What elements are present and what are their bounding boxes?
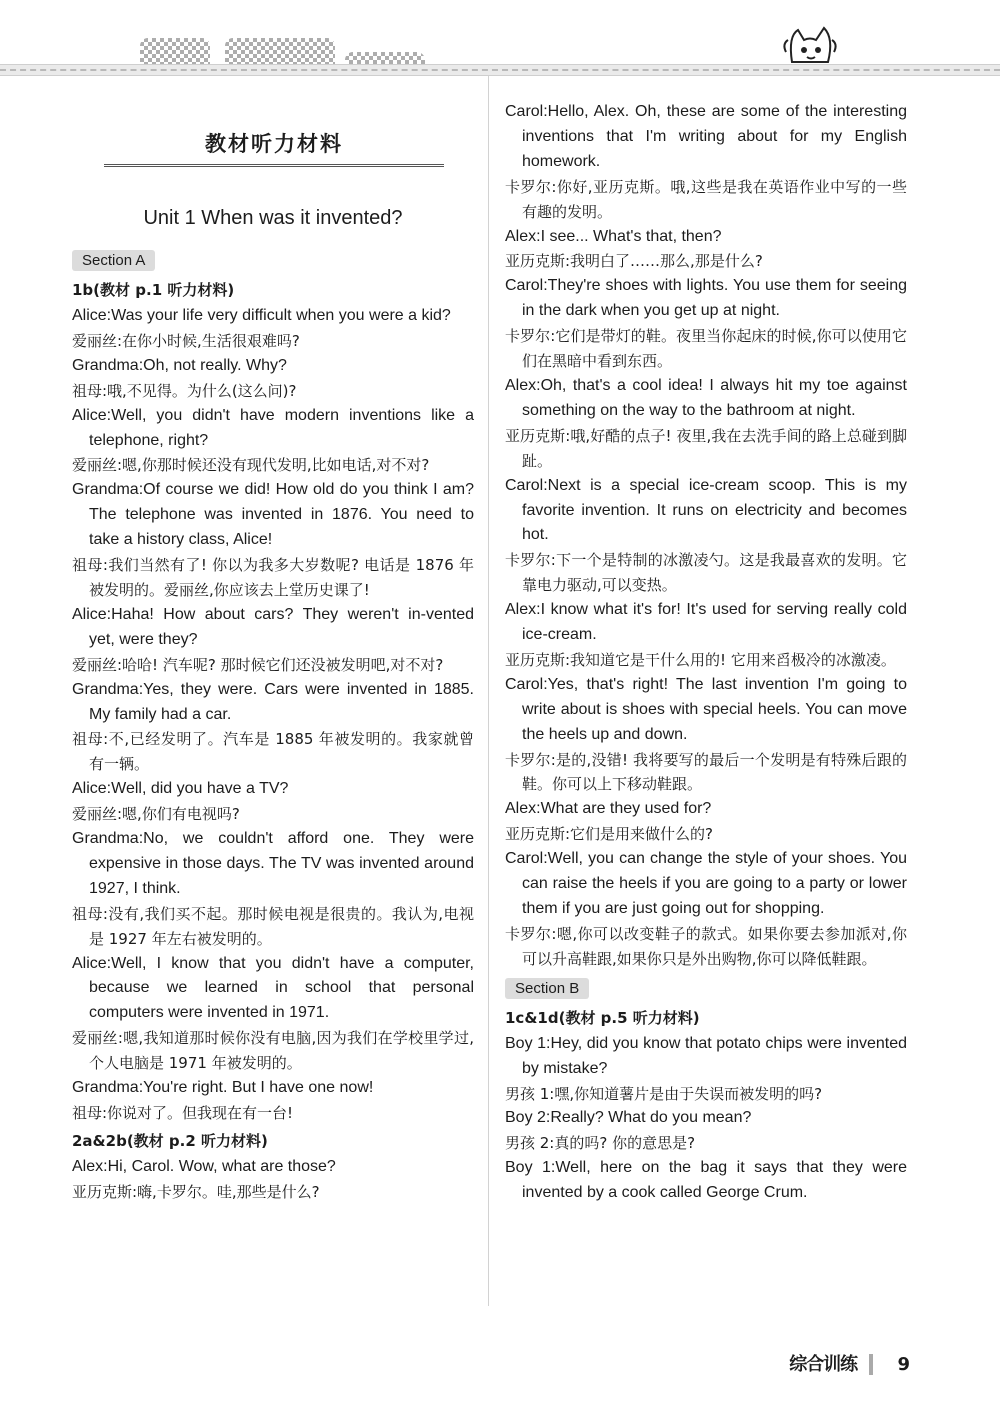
dialogue-line: Alex:I know what it's for! It's used for serving really cold ice-cream. [505, 601, 907, 644]
translation-line: 祖母:哦,不见得。为什么(这么问)? [72, 381, 297, 400]
right-column-text [505, 100, 907, 1206]
dashed-header-band [0, 64, 1000, 76]
dialogue-line: Carol:Yes, that's right! The last invention I'm going to write about is shoes with special heels. You can move the heels up and down. [505, 675, 907, 743]
right-column [505, 100, 907, 1206]
dialogue-line: Alice:Well, I know that you didn't have a computer, because we learned in school that personal computers were invented in 1971. [72, 954, 474, 1022]
dialogue-line: Boy 1:Well, here on the bag it says that they were invented by a cook called George Crum. [505, 1159, 907, 1202]
dialogue-line: Carol:They're shoes with lights. You use them for seeing in the dark when you get up at night. [505, 277, 907, 320]
translation-line: 爱丽丝:嗯,你们有电视吗? [72, 805, 240, 824]
translation-line: 卡罗尔:它们是带灯的鞋。夜里当你起床的时候,你可以使用它们在黑暗中看到东西。 [505, 327, 907, 371]
dialogue-line: Alice:Well, did you have a TV? [72, 780, 289, 798]
column-divider [488, 76, 489, 1306]
translation-line: 男孩 1:嘿,你知道薯片是由于失误而被发明的吗? [505, 1084, 823, 1103]
translation-line: 亚历克斯:我知道它是干什么用的! 它用来舀极冷的冰激凌。 [505, 650, 896, 669]
unit-heading: Unit 1 When was it invented? [143, 207, 403, 229]
cartoon-cat-icon [780, 22, 840, 74]
translation-line: 亚历克斯:我明白了……那么,那是什么? [505, 252, 763, 271]
dialogue-line: Alex:I see... What's that, then? [505, 227, 722, 245]
translation-line: 祖母:你说对了。但我现在有一台! [72, 1104, 294, 1122]
dialogue-line: Grandma:No, we couldn't afford one. They were expensive in those days. The TV was invented around 1927, I think. [72, 830, 474, 897]
dialogue-line: Grandma:You're right. But I have one now! [72, 1079, 374, 1097]
dialogue-line: Grandma:Oh, not really. Why? [72, 356, 287, 374]
dialogue-line: Alex:What are they used for? [505, 800, 712, 818]
section-label: Section B [505, 978, 589, 999]
translation-line: 祖母:不,已经发明了。汽车是 1885 年被发明的。我家就曾有一辆。 [72, 730, 474, 774]
dialogue-line: Carol:Next is a special ice-cream scoop. This is my favorite invention. It runs on electricity and becomes hot. [505, 476, 907, 544]
page-footer [789, 1350, 910, 1376]
left-column [72, 100, 474, 1205]
section-label: Section A [72, 250, 155, 271]
translation-line: 卡罗尔:你好,亚历克斯。哦,这些是我在英语作业中写的一些有趣的发明。 [505, 177, 907, 221]
translation-line: 男孩 2:真的吗? 你的意思是? [505, 1134, 696, 1153]
subsection-heading: 2a&2b(教材 p.2 听力材料) [72, 1131, 268, 1150]
translation-line: 亚历克斯:嗨,卡罗尔。哇,那些是什么? [72, 1182, 320, 1201]
translation-line: 爱丽丝:嗯,你那时候还没有现代发明,比如电话,对不对? [72, 456, 430, 475]
checker-pattern [345, 52, 425, 64]
dialogue-line: Alex:Hi, Carol. Wow, what are those? [72, 1157, 336, 1175]
translation-line: 爱丽丝:哈哈! 汽车呢? 那时候它们还没被发明吧,对不对? [72, 655, 444, 674]
page-number: 9 [897, 1354, 910, 1375]
dialogue-line: Boy 2:Really? What do you mean? [505, 1109, 752, 1127]
checker-pattern [225, 38, 335, 64]
translation-line: 爱丽丝:嗯,我知道那时候你没有电脑,因为我们在学校里学过,个人电脑是 1971 年被发明的。 [72, 1029, 474, 1073]
book-logo: 综合训练 [789, 1354, 873, 1375]
page-title: 教材听力材料 [104, 128, 444, 167]
translation-line: 卡罗尔:是的,没错! 我将要写的最后一个发明是有特殊后跟的鞋。你可以上下移动鞋跟。 [505, 750, 907, 794]
dialogue-line: Grandma:Of course we did! How old do you think I am? The telephone was invented in 1876. You need to take a history class, Alice! [72, 481, 474, 549]
translation-line: 亚历克斯:哦,好酷的点子! 夜里,我在去洗手间的路上总碰到脚趾。 [505, 426, 907, 470]
checker-pattern [140, 38, 210, 64]
dialogue-line: Alice:Well, you didn't have modern inventions like a telephone, right? [72, 406, 474, 449]
translation-line: 祖母:我们当然有了! 你以为我多大岁数呢? 电话是 1876 年被发明的。爱丽丝,你应该去上堂历史课了! [72, 556, 474, 599]
dialogue-line: Alex:Oh, that's a cool idea! I always hit my toe against something on the way to the bathroom at night. [505, 376, 907, 419]
dialogue-line: Carol:Well, you can change the style of your shoes. You can raise the heels if you are going to a party or lower them if you are just going out for shopping. [505, 850, 907, 917]
translation-line: 祖母:没有,我们买不起。那时候电视是很贵的。我认为,电视是 1927 年左右被发明的。 [72, 904, 474, 948]
page-header-decoration [0, 0, 1000, 80]
subsection-heading: 1b(教材 p.1 听力材料) [72, 281, 235, 299]
dialogue-line: Alice:Haha! How about cars? They weren't in-vented yet, were they? [72, 605, 474, 648]
dialogue-line: Alice:Was your life very difficult when you were a kid? [72, 307, 451, 324]
dialogue-line: Carol:Hello, Alex. Oh, these are some of the interesting inventions that I'm writing about for my English homework. [505, 103, 907, 170]
translation-line: 爱丽丝:在你小时候,生活很艰难吗? [72, 331, 300, 350]
translation-line: 卡罗尔:嗯,你可以改变鞋子的款式。如果你要去参加派对,你可以升高鞋跟,如果你只是外出购物,你可以降低鞋跟。 [505, 924, 907, 968]
dialogue-line: Grandma:Yes, they were. Cars were invented in 1885. My family had a car. [72, 680, 474, 723]
translation-line: 亚历克斯:它们是用来做什么的? [505, 825, 714, 844]
left-column-text [72, 244, 474, 1205]
subsection-heading: 1c&1d(教材 p.5 听力材料) [505, 1008, 700, 1027]
translation-line: 卡罗尔:下一个是特制的冰激凌勺。这是我最喜欢的发明。它靠电力驱动,可以变热。 [505, 551, 907, 595]
dialogue-line: Boy 1:Hey, did you know that potato chips were invented by mistake? [505, 1034, 907, 1077]
